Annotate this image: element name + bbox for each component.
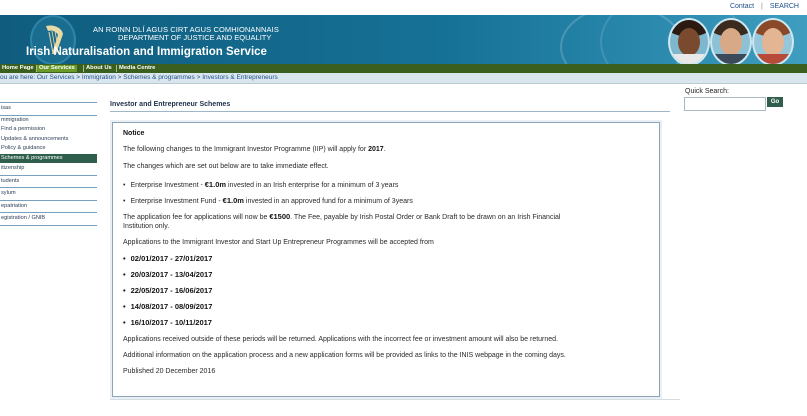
sidebar-item-schemes[interactable]: Schemes & programmes xyxy=(0,154,97,164)
notice-title: Notice xyxy=(123,130,145,137)
notice-outside: Applications received outside of these periods will be returned. Applications with the incorrect fee or investment amount will also be returned. xyxy=(123,336,559,343)
person-photo-2 xyxy=(710,18,752,64)
breadcrumb-investors[interactable]: Investors & Entrepreneurs xyxy=(202,74,278,81)
nav-our-services[interactable]: Our Services xyxy=(39,65,75,71)
notice-box xyxy=(112,122,660,397)
quick-search-go-button[interactable]: Go xyxy=(767,97,783,107)
period-item: • 02/01/2017 - 27/01/2017 xyxy=(123,254,212,263)
sidebar-item-updates[interactable]: Updates & announcements xyxy=(1,135,69,142)
sidebar-item-repatriation[interactable]: epatriation xyxy=(0,201,97,214)
sidebar-item-citizenship[interactable]: itizenship xyxy=(0,163,97,176)
notice-intro: The following changes to the Immigrant Investor Programme (IIP) will apply for 2017. xyxy=(123,146,386,153)
sidebar-item-visas[interactable]: isas xyxy=(0,102,97,116)
person-photo-3 xyxy=(752,18,794,64)
search-link[interactable]: SEARCH xyxy=(769,3,799,10)
sidebar-item-registration[interactable]: egistration / GNIB xyxy=(0,213,97,226)
sidebar-item-asylum[interactable]: sylum xyxy=(0,188,97,201)
main-navigation xyxy=(0,64,807,73)
breadcrumb-immigration[interactable]: Immigration xyxy=(81,74,116,81)
sidebar-item-students[interactable]: tudents xyxy=(0,176,97,189)
person-photo-1 xyxy=(668,18,710,64)
breadcrumb-separator: > xyxy=(196,74,201,81)
nav-home-page[interactable]: Home Page xyxy=(2,65,34,71)
quick-search-label: Quick Search: xyxy=(685,88,729,95)
breadcrumb-our-services[interactable]: Our Services xyxy=(36,74,75,81)
notice-fee: The application fee for applications will now be €1500. The Fee, payable by Irish Postal Order or Bank Draft to be drawn on an Irish Financial xyxy=(123,212,561,221)
period-item: • 14/08/2017 - 08/09/2017 xyxy=(123,302,212,311)
page-title: Investor and Entrepreneur Schemes xyxy=(110,101,670,112)
contact-link[interactable]: Contact xyxy=(729,3,755,10)
notice-immediate: The changes which are set out below are to take immediate effect. xyxy=(123,163,329,170)
quick-search-input[interactable] xyxy=(684,97,766,111)
site-banner xyxy=(0,15,807,64)
sidebar-item-policy[interactable]: Policy & guidance xyxy=(1,145,46,151)
irish-department-name: AN ROINN DLÍ AGUS CIRT AGUS COMHIONANNAIS xyxy=(93,25,279,34)
top-link-separator: | xyxy=(761,3,763,10)
period-item: • 22/05/2017 - 16/06/2017 xyxy=(123,286,212,295)
content-divider xyxy=(110,399,680,400)
sidebar-item-immigration[interactable]: mmigration xyxy=(1,116,29,123)
department-name: DEPARTMENT OF JUSTICE AND EQUALITY xyxy=(118,33,272,42)
notice-additional: Additional information on the application process and a new application forms will be provided as links to the INIS webpage in the coming days. xyxy=(123,352,566,359)
period-item: • 16/10/2017 - 10/11/2017 xyxy=(123,318,212,327)
period-item: • 20/03/2017 - 13/04/2017 xyxy=(123,270,212,279)
notice-accepted: Applications to the Immigrant Investor and Start Up Entrepreneur Programmes will be accepted from xyxy=(123,239,434,246)
notice-bullet-enterprise: • Enterprise Investment - €1.0m invested in an Irish enterprise for a minimum of 3 years xyxy=(123,180,398,189)
notice-bullet-fund: • Enterprise Investment Fund - €1.0m invested in an approved fund for a minimum of 3years xyxy=(123,196,413,205)
breadcrumb-separator: > xyxy=(117,74,122,81)
breadcrumb-schemes[interactable]: Schemes & programmes xyxy=(123,74,195,81)
breadcrumb xyxy=(0,73,807,84)
breadcrumb-separator: > xyxy=(76,74,81,81)
nav-media-centre[interactable]: Media Centre xyxy=(119,65,156,71)
nav-about-us[interactable]: About Us xyxy=(86,65,112,71)
sidebar-item-find-permission[interactable]: Find a permission xyxy=(1,126,46,132)
sidebar-nav xyxy=(0,102,97,226)
breadcrumb-label: ou are here: xyxy=(0,74,36,81)
organisation-title[interactable]: Irish Naturalisation and Immigration Service xyxy=(26,46,267,58)
notice-fee-line2: Institution only. xyxy=(123,223,170,230)
top-links-bar xyxy=(0,0,807,15)
notice-published: Published 20 December 2016 xyxy=(123,368,216,375)
